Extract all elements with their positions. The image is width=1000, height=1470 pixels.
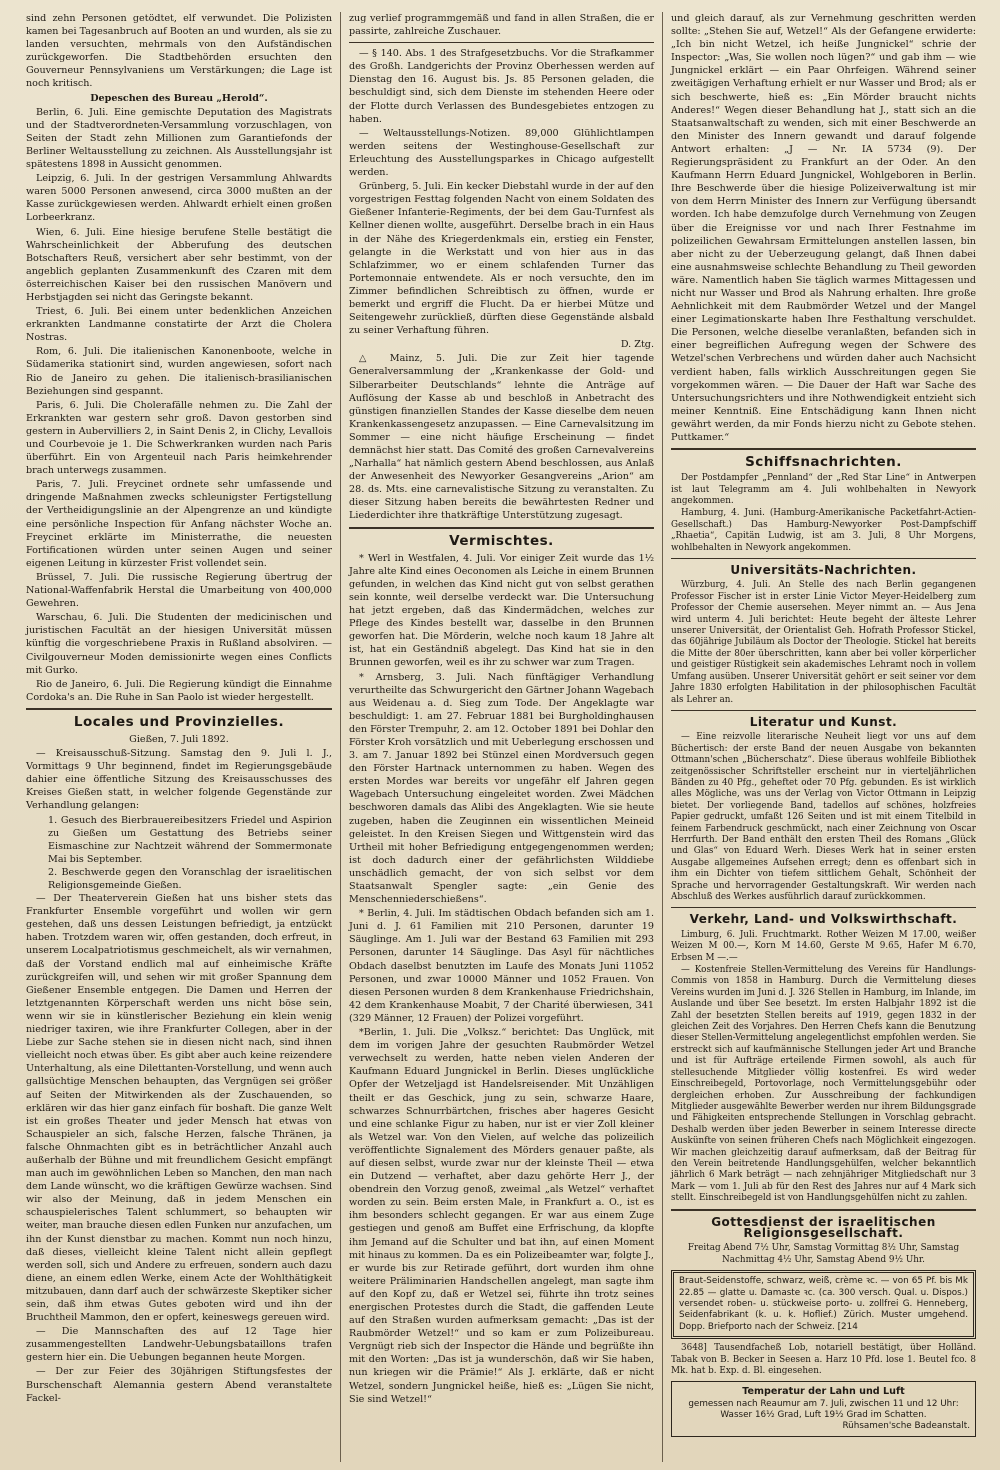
temperature-text: gemessen nach Reaumur am 7. Juli, zwischen 11 und 12 Uhr: Wasser 16½ Grad, Luft 19½ Grad im Schatten. — [688, 1398, 959, 1420]
advertisement-seidenstoffe — [671, 1270, 976, 1339]
divider — [349, 42, 654, 43]
section-heading-literatur: Literatur und Kunst. — [749, 714, 898, 729]
article-theaterverein: — Der Theaterverein Gießen hat uns bisher stets das Frankfurter Ensemble vorgeführt und wollen wir gern gestehen, daß uns dessen Leistungen befriedigt, ja entzückt haben. Trotzdem waren wir, offen gestanden, doch erfreut, in unserem Localpatriotismus geschmeichelt, als wir vernahmen, daß der Vorstand endlich mal auf einheimische Kräfte zurückgreifen will, und sehen wir mit großer Spannung dem Gießener Ensemble entgegen. Die Damen und Herren der letztgenannten Körperschaft werden uns nicht böse sein, wenn wir sie in künstlerischer Beziehung ein klein wenig niedriger taxiren, wie ihre Frankfurter Collegen, aber in der Liebe zur Sache stehen sie in diesen nicht nach, sind ihnen vielleicht noch etwas über. Es gibt aber auch keine reizendere Unterhaltung, als eine Dilettanten-Vorstellung, und wenn auch gallsüchtige Menschen behaupten, das Vergnügen sei größer auf Seiten der Mitwirkenden als der Zuschauenden, so erklären wir das hier ganz einfach für boshaft. Die ganze Welt ist ein großes Theater und jeder Mensch hat etwas von Schauspieler an sich, falsche Herzen, falsche Thränen, ja falsche Ohnmachten gibt es in beträchtlicher Anzahl auch außerhalb der Bühne und mit freundlichem Gesicht empfängt man auch im gewöhnlichen Leben so Manchen, den man nach dem Lande wünscht, wo die kräftigen Gewürze wachsen. Sind wir also der Meinung, daß in jedem Menschen ein schauspielerisches Talent schlummert, so behaupten wir weiter, man brauche diesen edlen Funken nur anzufachen, um ihn der Kunst dienstbar zu machen. Kommt nun noch hinzu, daß dieses, vielleicht kleine Talent nicht allein gepflegt werden soll, sich und Andere zu erfreuen, sondern auch dazu diene, an einem edlen Werke, einem Acte der Wohlthätigkeit mitzubauen, dann darf auch der schwärzeste Skeptiker sicher sein, daß ihm etwas Gutes geboten wird und ihn der Bruchtheil Mammon, den er opfert, keineswegs gereuen wird. — [26, 893, 332, 1324]
divider — [671, 558, 976, 559]
column-1 — [18, 12, 340, 1462]
article-continuation: und gleich darauf, als zur Vernehmung geschritten werden sollte: „Stehen Sie auf, Wetzel!“ Als der Gefangene erwiderte: „Ich bin nicht Wetzel, ich heiße Jungnickel“ schrie der Inspector: „Was, Sie wollen noch lügen?“ und gab ihm — wie Jungnickel erklärt — ein Paar Ohrfeigen. Während seiner zweitägigen Verhaftung erhielt er nur Wasser und Brod; als er sich beschwerte, hieß es: „Ein Mörder braucht nichts Anderes!“ Wegen dieser Behandlung hat J., statt sich an die Staatsanwaltschaft zu wenden, sich mit einer Beschwerde an den Minister des Innern gewandt und darauf folgende Antwort erhalten: „J — Nr. IA 5734 (9). Der Regierungspräsident zu Frankfurt an der Oder. An den Kaufmann Herrn Eduard Jungnickel, Wohlgeboren in Berlin. Ihre Beschwerde über die hiesige Polizeiverwaltung ist mir von dem Herrn Minister des Innern zur Verfügung übersandt worden. Ich habe demzufolge durch Vernehmung von Zeugen über die Ereignisse vor und nach Ihrer Festnahme im polizeilichen Gewahrsam Ermittelungen anstellen lassen, bin aber nicht zu der Ueberzeugung gelangt, daß Ihnen dabei eine ausnahmsweise schlechte Behandlung zu Theil geworden wäre. Namentlich haben Sie täglich warmes Mittagessen und nicht nur Wasser und Brod als Nahrung erhalten. Ihre große Aehnlichkeit mit dem Raubmörder Wetzel und der Mangel einer Legimationskarte haben Ihre Festhaltung verschuldet. Die Personen, welche dieselbe veranlaßten, befanden sich in einer begreiflichen Aufregung wegen der Schwere des Wetzel'schen Verbrechens und würden daher auch Nachsicht verdient haben, falls wirklich Ausschreitungen gegen Sie vorgekommen wären. — Die Dauer der Haft war Sache des Untersuchungsrichters und ihre Nothwendigkeit entzieht sich meiner Kenntniß. Eine Entschädigung kann Ihnen nicht gewährt werden, da mir Fonds hierzu nicht zu Gebote stehen. Puttkamer.“ — [671, 13, 976, 443]
article-rhaetia: Hamburg, 4. Juni. (Hamburg-Amerikanische Packetfahrt-Actien-Gesellschaft.) Das Hamburg-Newyorker Post-Dampfschiff „Rhaetia“, Capitän Ludwig, ist am 3. Juli, 8 Uhr Morgens, wohlbehalten in Newyork angekommen. — [671, 508, 976, 553]
article-alemannia: — Der zur Feier des 30jährigen Stiftungsfestes der Burschenschaft Alemannia gestern Abend veranstaltete Fackel- — [26, 1366, 332, 1404]
advertisement-tabak: 3648] Tausendfacheß Lob, notariell bestätigt, über Holländ. Tabak von B. Becker in Seesen a. Harz 10 Pfd. lose 1. Beutel fco. 8 Mk. hat b. Exp. d. Bl. eingesehen. — [671, 1343, 976, 1377]
divider — [671, 710, 976, 711]
article-bruessel: Brüssel, 7. Juli. Die russische Regierung übertrug der National-Waffenfabrik Herstal die Umarbeitung von 400,000 Gewehren. — [26, 571, 332, 610]
column-2 — [340, 12, 662, 1462]
dateline: Gießen, 7. Juli 1892. — [129, 733, 229, 745]
article-mainz: △ Mainz, 5. Juli. Die zur Zeit hier tagende Generalversammlung der „Krankenkasse der Gold- und Silberarbeiter Deutschlands“ lehnte die Anträge auf Auflösung der Kasse ab und beschloß in Anbetracht des günstigen finanziellen Standes der Kasse dieselbe dem neuen Krankenkassengesetz anzupassen. — Eine Carnevalsitzung im Sommer — eine nicht häufige Erscheinung — findet demnächst hier statt. Das Comité des großen Carnevalvereins „Narhalla“ hat nämlich gestern Abend beschlossen, aus Anlaß der Anwesenheit des Newyorker Gesangvereins „Arion“ am 28. ds. Mts. eine carnevalistische Sitzung zu veranstalten. Zu dieser Sitzung haben bereits die bewährtesten Redner und Liederdichter ihre thatkräftige Unterstützung zugesagt. — [349, 353, 654, 522]
section-heading-schiffsnachrichten: Schiffsnachrichten. — [745, 454, 902, 471]
article-rio: Rio de Janeiro, 6. Juli. Die Regierung kündigt die Einnahme Cordoka's an. Die Ruhe in San Paolo ist wieder hergestellt. — [26, 678, 332, 703]
article-weltausstellung: — Weltausstellungs-Notizen. 89,000 Glühlichtlampen werden seitens der Westinghouse-Gesellschaft zur Erleuchtung des Ausstellungsparkes in Chicago aufgestellt werden. — [349, 127, 654, 179]
article-leipzig: Leipzig, 6. Juli. In der gestrigen Versammlung Ahlwardts waren 5000 Personen anwesend, circa 3000 mußten an der Kasse zurückgewiesen werden. Ahlwardt erhielt einen großen Lorbeerkranz. — [26, 173, 332, 224]
article-stellenvermittelung: — Kostenfreie Stellen-Vermittelung des Vereins für Handlungs-Commis von 1858 in Hamburg. Durch die Vermittelung dieses Vereins wurden im Juni d. J. 326 Stellen in Hamburg, im Inlande, im Auslande und über See besetzt. Im ersten Halbjahr 1892 ist die Zahl der besetzten Stellen bereits auf 1919, gegen 1832 in der gleichen Zeit des Vorjahres. Den Herren Chefs kann die Benutzung dieser Stellen-Vermittelung angelegentlichst empfohlen werden. Sie erstreckt sich auf kaufmännische Stellungen jeder Art und Branche und ist für Aufträge erteilende Firmen sowohl, als auch für stellesuchende Mitglieder völlig kostenfrei. Es wird weder Einschreibegeld, Portovorlage, noch Vermittelungsgebühr oder dergleichen erhoben. Zur Ausschreibung der fachkundigen Mitglieder ausgewählte Bewerber werden nur ihrem Bildungsgrade und Fähigkeiten entsprechende Stellungen in Vorschlag gebracht. Deshalb werden über jeden Bewerber in seinem Interesse directe Auskünfte von seinen früheren Chefs nach Möglichkeit eingezogen. Wir machen gleichzeitig darauf aufmerksam, daß der Beitrag für den Verein beitretende Handlungsgehülfen, welcher bekanntlich jährlich 6 Mark beträgt — nach zehnjähriger Mitgliedschaft nur 3 Mark — vom 1. Juli ab für den Rest des Jahres nur auf 4 Mark sich stellt. Einschreibegeld ist von Handlungsgehülfen nicht zu zahlen. — [671, 965, 976, 1204]
article-intro: sind zehn Personen getödtet, elf verwundet. Die Polizisten kamen bei Tagesanbruch auf Booten an und wurden, als sie zu landen versuchten, mehrmals von den Aufständischen zurückgeworfen. Die Stadtbehörden ersuchten den Gouverneur Pennsylvaniens um Verstärkungen; die Lage ist noch kritisch. — [26, 13, 332, 90]
article-paris-1: Paris, 6. Juli. Die Cholerafälle nehmen zu. Die Zahl der Erkrankten war gestern sehr groß. Davon gestorben sind gestern in Aubervilliers 2, in Saint Denis 2, in Clichy, Levallois und Courbevoie je 1. Die Schwerkranken wurden nach Paris überführt. Ein von Argenteuil nach Paris heimkehrender brach unterwegs zusammen. — [26, 399, 332, 477]
section-heading-universitaet: Universitäts-Nachrichten. — [730, 563, 917, 578]
agenda-item: 1. Gesuch des Bierbrauereibesitzers Friedel und Aspirion zu Gießen um Gestattung des Betriebs seiner Eismaschine zur Nachtzeit während der Sommermonate Mai bis September. — [48, 814, 332, 865]
article-paris-2: Paris, 7. Juli. Freycinet ordnete sehr umfassende und dringende Maßnahmen zwecks schleunigster Fertigstellung der Vertheidigungslinie an der Alpengrenze an und kündigte eine persönliche Inspection für Anfang nächster Woche an. Freycinet erklärte im Ministerrathe, die neuesten Fortificationen würden unter seinen Augen und seiner eigenen Leitung in kürzester Frist vollendet sein. — [26, 479, 332, 569]
article-wuerzburg: Würzburg, 4. Juli. An Stelle des nach Berlin gegangenen Professor Fischer ist in erster Linie Victor Meyer-Heidelberg zum Professor der Chemie ausersehen. Meyer nimmt an. — Aus Jena wird unterm 4. Juli berichtet: Heute begeht der älteste Lehrer unserer Universität, der Orientalist Geh. Hofrath Professor Stickel, das 60jährige Jubiläum als Doctor der Theologie. Stickel hat bereits die Mitte der 80er überschritten, kann aber bei voller körperlicher und geistiger Rüstigkeit sein akademisches Lehramt noch in vollem Umfang ausüben. Unserer Universität gehört er seit seiner vor dem Jahre 1830 erfolgten Habilitation in der philosophischen Facultät als Lehrer an. — [671, 580, 976, 705]
section-heading-bureau: Depeschen des Bureau „Herold“. — [90, 92, 268, 104]
ad-text: Braut-Seidenstoffe, schwarz, weiß, crème ꝛc. — von 65 Pf. bis Mk 22.85 — glatte u. Damaste ꝛc. (ca. 300 versch. Qual. u. Dispos.) versendet roben- u. stückweise porto- u. zollfrei G. Henneberg, Seidenfabrikant (k. u. k. Hoflief.) Zürich. Muster umgehend. Dopp. Briefporto nach der Schweiz. [214 — [679, 1276, 968, 1332]
article-mannschaften: — Die Mannschaften des auf 12 Tage hier zusammengestellten Landwehr-Uebungsbataillons trafen gestern hier ein. Die Uebungen begannen heute Morgen. — [26, 1326, 332, 1364]
section-heading-gottesdienst: Gottesdienst der israelitischen Religionsgesellschaft. — [711, 1214, 936, 1240]
column-3 — [662, 12, 984, 1462]
divider — [26, 708, 332, 710]
article-source: D. Ztg. — [620, 339, 654, 351]
temperature-heading: Temperatur der Lahn und Luft — [742, 1386, 905, 1398]
article-pennland: Der Postdampfer „Pennland“ der „Red Star Line“ in Antwerpen ist laut Telegramm am 4. Juli wohlbehalten in Newyork angekommen. — [671, 473, 976, 506]
article-triest: Triest, 6. Juli. Bei einem unter bedenklichen Anzeichen erkrankten Landmanne constatirte der Arzt die Cholera Nostras. — [26, 306, 332, 344]
article-berlin: Berlin, 6. Juli. Eine gemischte Deputation des Magistrats und der Stadtverordneten-Versammlung vorzuschlagen, von Seiten der Stadt zehn Millionen zum Garantiefonds der Berliner Weltausstellung zu zeichnen. Als Ausstellungsjahr ist spätestens 1898 in Aussicht genommen. — [26, 106, 332, 171]
divider — [671, 907, 976, 908]
article-berlin-wetzel: *Berlin, 1. Juli. Die „Volksz.“ berichtet: Das Unglück, mit dem im vorigen Jahre der gesuchten Raubmörder Wetzel verwechselt zu werden, hatte neben vielen Anderen der Kaufmann Eduard Jungnickel in Berlin. Dieses unglückliche Opfer der Wetzeljagd ist Handelsreisender. Mit Unzähligen theilt er das Geschick, jung zu sein, schwarze Haare, schwarzes Schnurrbärtchen, frisches aber hageres Gesicht und eine schlanke Figur zu haben, nur ist er vier Zoll kleiner als Wetzel war. Von den Vielen, auf welche das polizeilich veröffentlichte Signalement des Mörders genauer paßte, als auf diesen selbst, wurde zwar nur der kleinste Theil — etwa ein Dutzend — verhaftet, aber dazu gehörte Herr J., der obendrein den Vorzug genoß, zweimal „als Wetzel“ verhaftet worden zu sein. Beim ersten Male, in Frankfurt a. O., ist es ihm besonders schlecht gegangen. Er war aus einem Zuge gestiegen und genoß am Buffet eine Erfrischung, da klopfte ihm Jemand auf die Schulter und bat ihn, auf einen Moment mit hinaus zu kommen. Da es ein Polizeibeamter war, folgte J., er wurde bis zur Retirade geführt, dort wurden ihm ohne weitere Präliminarien Handschellen angelegt, man sagte ihm auf den Kopf zu, daß er Wetzel sei, führte ihn trotz seines energischen Protestes durch die Stadt, die gaffenden Leute auf den Straßen wurden aufmerksam gemacht: „Das ist der Raubmörder Wetzel!“ und so kam er zum Polizeibureau. Vergnügt rieb sich der Inspector die Hände und begrüßte ihn mit den Worten: „Das ist ja wunderschön, daß wir Sie haben, nun kriegen wir die Prämie!“ Als J. erklärte, daß er nicht Wetzel, sondern Jungnickel heiße, hieß es: „Lügen Sie nicht, Sie sind Wetzel!“ — [349, 1027, 654, 1405]
article-werl: * Werl in Westfalen, 4. Juli. Vor einiger Zeit wurde das 1½ Jahre alte Kind eines Oeconomen als Leiche in einem Brunnen gefunden, in welchen das Kind nicht gut von selbst gerathen sein konnte, weil derselbe verdeckt war. Die Untersuchung hat jetzt ergeben, daß das Kindermädchen, welches zur Pflege des Kindes bestellt war, dasselbe in den Brunnen geworfen hat. Die Mörderin, welche noch kaum 18 Jahre alt ist, hat ein Geständniß abgelegt. Das Kind hat sie in den Brunnen geworfen, weil es ihr zu schwer war zum Tragen. — [349, 552, 654, 669]
divider — [671, 448, 976, 450]
temperature-source: Rühsamen'sche Badeanstalt. — [842, 1421, 970, 1432]
divider — [349, 527, 654, 529]
article-limburg: Limburg, 6. Juli. Fruchtmarkt. Rother Weizen M 17.00, weißer Weizen M 00.—, Korn M 14.60, Gerste M 9.65, Hafer M 6.70, Erbsen M —.— — [671, 929, 976, 963]
article-continuation: zug verlief programmgemäß und fand in allen Straßen, die er passirte, zahlreiche Zuschauer. — [349, 13, 654, 38]
section-heading-vermischtes: Vermischtes. — [449, 532, 554, 549]
article-gruenberg: Grünberg, 5. Juli. Ein kecker Diebstahl wurde in der auf den vorgestrigen Festtag folgenden Nacht von einem Soldaten des Gießener Infanterie-Regiments, der bei dem Gau-Turnfest als Kellner dienen wollte, ausgeführt. Derselbe brach in ein Haus in der Nähe des Kriegerdenkmals ein, erstieg ein Fenster, gelangte in die Werkstatt und von hier aus in das Schlafzimmer, wo er einem schlafenden Turner das Portemonnaie entwendete. Als er noch versuchte, den im Zimmer befindlichen Schreibtisch zu öffnen, wurde er bemerkt und ergriff die Flucht. Da er hierbei Mütze und Seitengewehr zurückließ, dürften diese Gegenstände alsbald zu seiner Verhaftung führen. — [349, 181, 654, 337]
article-kreisausschuss: — Kreisausschuß-Sitzung. Samstag den 9. Juli l. J., Vormittags 9 Uhr beginnend, findet im Regierungsgebäude dahier eine öffentliche Sitzung des Kreisausschusses des Kreises Gießen statt, in welcher folgende Gegenstände zur Verhandlung gelangen: — [26, 748, 332, 812]
divider — [671, 1209, 976, 1211]
section-heading-locales: Locales und Provinzielles. — [73, 713, 285, 730]
article-warschau: Warschau, 6. Juli. Die Studenten der medicinischen und juristischen Facultät an der hiesigen Universität müssen künftig die vorgeschriebene Praxis in Rußland absolviren. — Civilgouverneur Moden demissionirte wegen eines Conflicts mit Gurko. — [26, 612, 332, 676]
service-times: Freitag Abend 7½ Uhr, Samstag Vormittag 8½ Uhr, Samstag Nachmittag 4½ Uhr, Samstag Abend 9½ Uhr. — [687, 1243, 960, 1265]
article-rom: Rom, 6. Juli. Die italienischen Kanonenboote, welche in Südamerika stationirt sind, wurden angewiesen, sofort nach Rio de Janeiro zu gehen. Die italienisch-brasilianischen Beziehungen sind gespannt. — [26, 346, 332, 397]
article-wien: Wien, 6. Juli. Eine hiesige berufene Stelle bestätigt die Wahrscheinlichkeit der Abberufung des deutschen Botschafters Reuß, versichert aber sehr bestimmt, von der angeblich geplanten Zusammenkunft des Czaren mit dem österreichischen Kaiser bei den russischen Manövern und Herbstjagden sei nicht das Geringste bekannt. — [26, 226, 332, 303]
article-strafgesetzbuch: — § 140. Abs. 1 des Strafgesetzbuchs. Vor die Strafkammer des Großh. Landgerichts der Provinz Oberhessen werden auf Dienstag den 16. August bis. Js. 85 Personen geladen, die beschuldigt sind, sich dem Dienste im stehenden Heere oder der Flotte durch Verlassen des Bundesgebietes entzogen zu haben. — [349, 48, 654, 125]
article-arnsberg: * Arnsberg, 3. Juli. Nach fünftägiger Verhandlung verurtheilte das Schwurgericht den Gärtner Johann Wagebach aus Weidenau a. d. Sieg zum Tode. Der Angeklagte war beschuldigt: 1. am 27. Februar 1881 bei Burgholdinghausen den Förster Trempuhr, 2. am 12. October 1891 bei Dohlar den Förster Kroh vorsätzlich und mit Ueberlegung erschossen und 3. am 7. Januar 1892 bei Stünzel einen Mordversuch gegen den Förster Hartnack unternommen zu haben. Wegen des ersten Mordes war bereits vor ungefähr elf Jahren gegen Wagebach Untersuchung eingeleitet worden. Zwei Mädchen beschworen damals das Alibi des Angeklagten. Wie sie heute zugeben, haben die Zeuginnen ein wissentlichen Meineid geleistet. In den Kreisen Siegen und Wittgenstein wird das Urtheil mit hoher Befriedigung entgegengenommen werden; ist doch dadurch einer der gefährlichsten Wilddiebe unschädlich gemacht, der von sich selbst vor dem Staatsanwalt Spengler sagte: „ein Genie des Menschenniederschießens“. — [349, 671, 655, 906]
agenda-item: 2. Beschwerde gegen den Voranschlag der israelitischen Religionsgemeinde Gießen. — [48, 866, 332, 891]
article-buecherschatz: — Eine reizvolle literarische Neuheit liegt vor uns auf dem Büchertisch: der erste Band der neuen Ausgabe von bekannten Ottmann'schen „Bücherschatz“. Diese überaus wohlfeile Bibliothek zeitgenössischer Schriftsteller erscheint nur in vierteljährlichen Bänden zu 40 Pfg., geheftet oder 70 Pfg. gebunden. Es ist wirklich alles Mögliche, was uns der Verlag von Victor Ottmann in Leipzig bietet. Der vorliegende Band, tadellos auf schönes, holzfreies Papier gedruckt, umfaßt 126 Seiten und ist mit einem Titelbild in feinem Farbendruck geschmückt, nach einer Zeichnung von Oscar Herrfurth. Der Band enthält den ersten Theil des Romans „Glück und Glas“ von Eduard Werh. Dieses Werk hat in seiner ersten Ausgabe allgemeines Aufsehen erregt; denn es offenbart sich in ihm ein Dichter von tiefem sittlichem Gehalt, Schönheit der Sprache und hervorragender Gestaltungskraft. Wir werden nach Abschluß des Werkes ausführlich darauf zurückkommen. — [671, 732, 976, 902]
agenda-list — [26, 814, 332, 893]
temperature-box — [671, 1381, 976, 1436]
article-berlin-obdach: * Berlin, 4. Juli. Im städtischen Obdach befanden sich am 1. Juni d. J. 61 Familien mit 210 Personen, darunter 19 Säuglinge. Am 1. Juli war der Bestand 63 Familien mit 293 Personen, darunter 14 Säuglinge. Das Asyl für nächtliches Obdach daselbst benutzten im Laufe des Monats Juni 11052 Personen, und zwar 10000 Männer und 1052 Frauen. Von diesen Personen wurden 8 dem Krankenhause Friedrichshain, 42 dem Krankenhause Moabit, 7 der Charité überwiesen, 341 (329 Männer, 12 Frauen) der Polizei vorgeführt. — [349, 908, 654, 1024]
section-heading-verkehr: Verkehr, Land- und Volkswirthschaft. — [689, 912, 958, 927]
